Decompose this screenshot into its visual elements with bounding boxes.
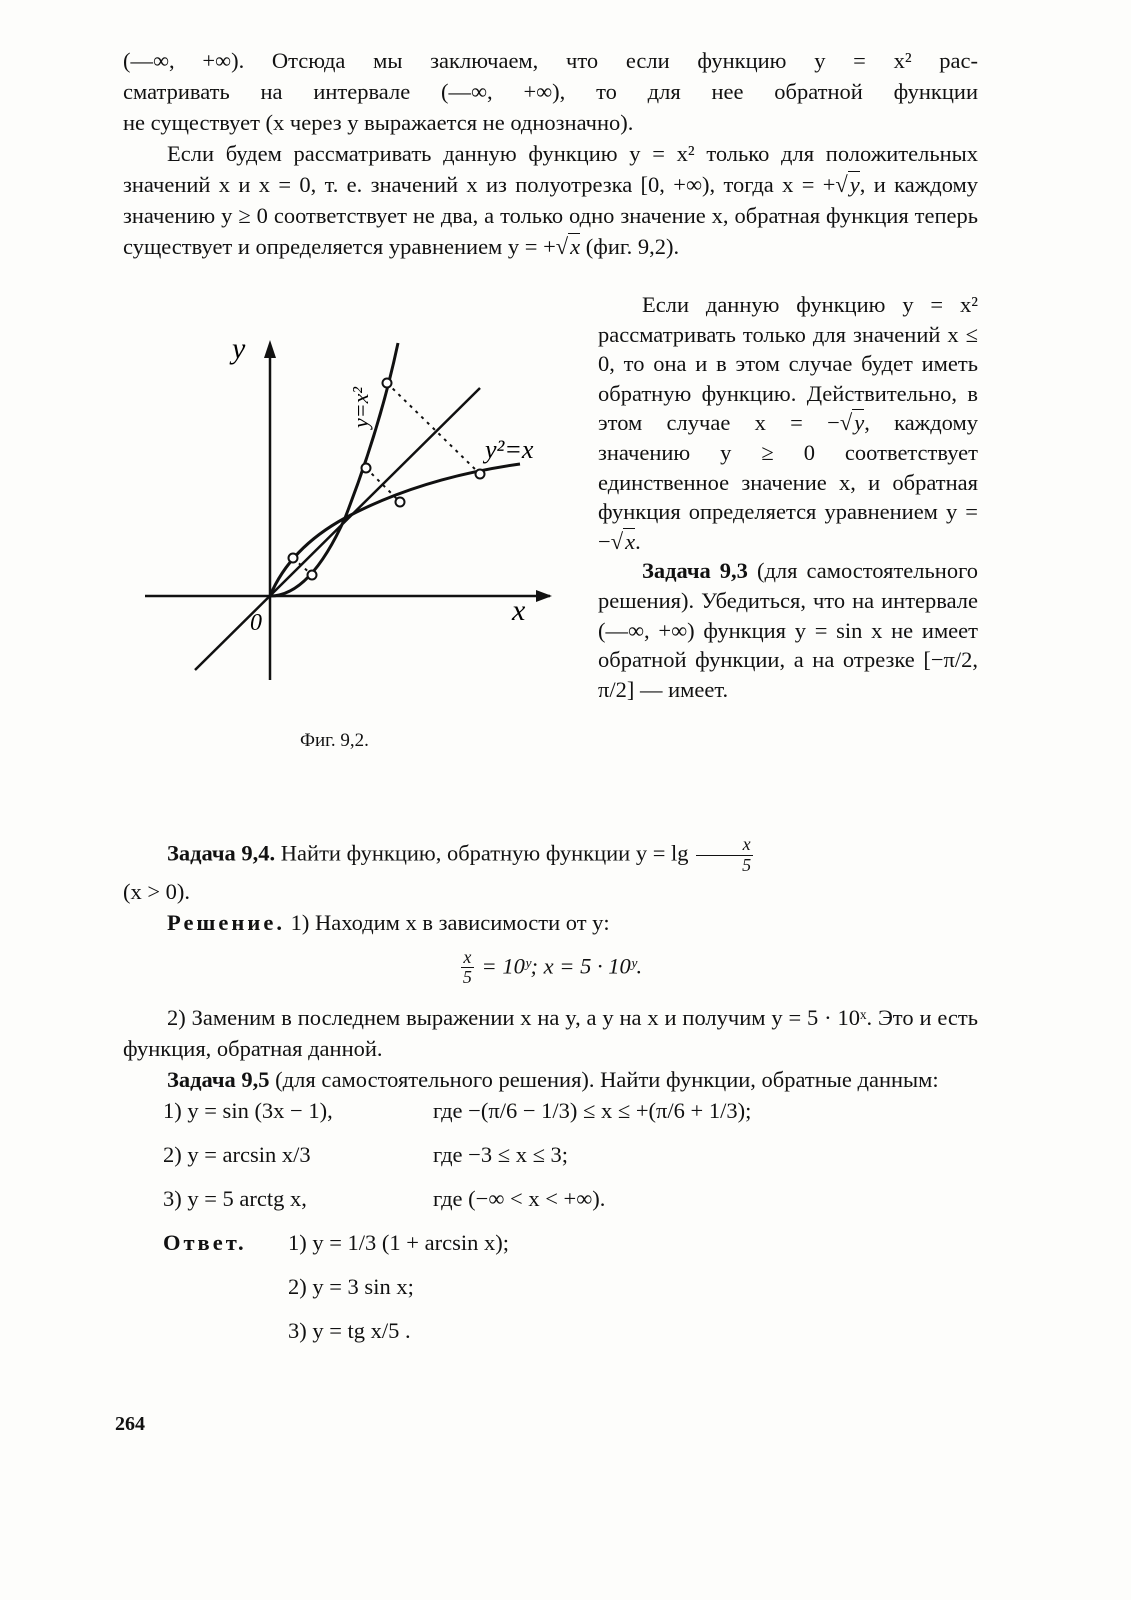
sqrt-y: y (849, 172, 860, 197)
solution-step-2: 2) Заменим в последнем выражении x на y, а y на x и получим y = 5 · 10ˣ. Это и есть функция, обратная данной. (123, 1005, 978, 1062)
point-6 (308, 571, 317, 580)
task-9-4-text: Найти функцию, обратную функции y = lg (275, 840, 689, 866)
x-axis-arrow (536, 590, 552, 602)
task-9-3-text-a: (для самостоятельного решения). Убедиться, что на интервале (—∞, +∞) функция y = sin x не имеет обратной функции, а на отрезке (598, 558, 978, 673)
paragraph-2-text-c: (фиг. 9,2). (580, 234, 680, 259)
solution-formula: $\frac{x}{5}$ = 10ʸ; x = 5 · 10ʸ. (462, 946, 643, 988)
paragraph-1-line-3: не существует (x через y выражается не однозначно). (123, 110, 634, 135)
right-column-text-b: , каждому значению y ≥ 0 соответствует единственное значение x, и обратная функция определяется уравнением y = − (598, 410, 978, 554)
task-9-3-text-b: — имеет. (634, 676, 729, 702)
task-9-5-text: (для самостоятельного решения). Найти функции, обратные данным: (269, 1067, 939, 1093)
figure-9-2 (140, 318, 580, 698)
point-3 (362, 464, 371, 473)
sqrt-x: x (570, 234, 581, 259)
solution-step-1: 1) Находим x в зависимости от y: (284, 909, 610, 935)
x-axis-label: x (512, 594, 526, 627)
solution-label: Решение. (167, 909, 285, 935)
task-9-5-item-1: 1) y = sin (3x − 1), где −(π/6 − 1/3) ≤ x ≤ +(π/6 + 1/3); (163, 1098, 752, 1124)
inverse-curve-label: y²=x (485, 435, 534, 464)
paragraph-2: Если будем рассматривать данную функцию y = x² только для положительных значений x и x = 0, т. е. значений x из полуотрезка [0, +∞), тогда x = +√y, и каждому значению y ≥ 0 соответствует не два, а только одно значение x, обратная функция теперь существует и определяется уравнением y = +√x (фиг. 9,2). (123, 141, 979, 259)
y-axis-label: y (232, 332, 246, 365)
point-4 (396, 498, 405, 507)
answer-2: 2) y = 3 sin x; (288, 1274, 414, 1300)
answer-1: Ответ. 1) y = 1/3 (1 + arcsin x); (123, 1227, 978, 1271)
right-sqrt-y: y (854, 410, 865, 436)
task-9-5-item-3: 3) y = 5 arctg x, где (−∞ < x < +∞). (163, 1186, 606, 1212)
right-column-text-a: Если данную функцию y = x² рассматривать только для значений x ≤ 0, то она и в этом случае будет иметь обратную функцию. Действительно, в этом случае x = − (598, 292, 978, 436)
paragraph-2-text-a: Если будем рассматривать данную функцию y = x² только для положительных значений x и x = 0, т. е. значений x из полуотрезка [0, +∞), тогда x = + (123, 141, 978, 197)
point-5 (289, 554, 298, 563)
paragraph-1-line-1: (—∞, +∞). Отсюда мы заключаем, что если функцию y = x² рас- (123, 48, 978, 73)
figure-caption: Фиг. 9,2. (300, 730, 369, 751)
point-1 (383, 379, 392, 388)
task-9-5-title: Задача 9,5 (167, 1067, 270, 1093)
symmetry-dots-1 (387, 383, 480, 474)
parabola-curve-label: y=x² (348, 387, 373, 428)
origin-label: 0 (250, 610, 262, 636)
y-axis-arrow (264, 340, 276, 358)
right-column-text-c: . (635, 528, 641, 554)
task-9-5-item-2: 2) y = arcsin x/3 где −3 ≤ x ≤ 3; (163, 1142, 569, 1168)
task-9-4-title: Задача 9,4. (167, 840, 276, 866)
answer-3: 3) y = tg x/5 . (288, 1318, 411, 1344)
right-sqrt-x: x (625, 528, 636, 554)
paragraph-1-line-2: сматривать на интервале (—∞, +∞), то для нее обратной функции (123, 79, 978, 104)
paragraph-2-text-b: , и каждому значению y ≥ 0 соответствует не два, а только одно значение x, обратная функция теперь существует и определяется уравнением y = + (123, 172, 979, 259)
bisector-line (195, 388, 480, 670)
page-number: 264 (115, 1413, 145, 1435)
paragraph-1 (123, 45, 978, 138)
point-2 (476, 470, 485, 479)
right-column-text: Если данную функцию y = x² рассматривать только для значений x ≤ 0, то она и в этом случае будет иметь обратную функцию. Действительно, в этом случае x = −√y, каждому значению y ≥ 0 соответствует единственное значение x, и обратная функция определяется уравнением y = −√x. Задача 9,3 (для самостоятельного решения). Убедиться, что на интервале (—∞, +∞) функция y = sin x не имеет обратной функции, а на отрезке [−π/2, π/2] — имеет. (598, 292, 978, 702)
lower-section (123, 835, 978, 1359)
answer-label: Ответ. (163, 1230, 247, 1256)
solution-formula-text: = 10ʸ; x = 5 · 10ʸ. (481, 953, 643, 979)
task-9-4-fraction: $\frac{x}{5}$ (696, 835, 753, 876)
task-9-3-title: Задача 9,3 (642, 558, 748, 584)
task-9-4-condition: (x > 0). (123, 878, 191, 904)
task-9-3-interval: [−π/2, π/2] (598, 647, 978, 702)
